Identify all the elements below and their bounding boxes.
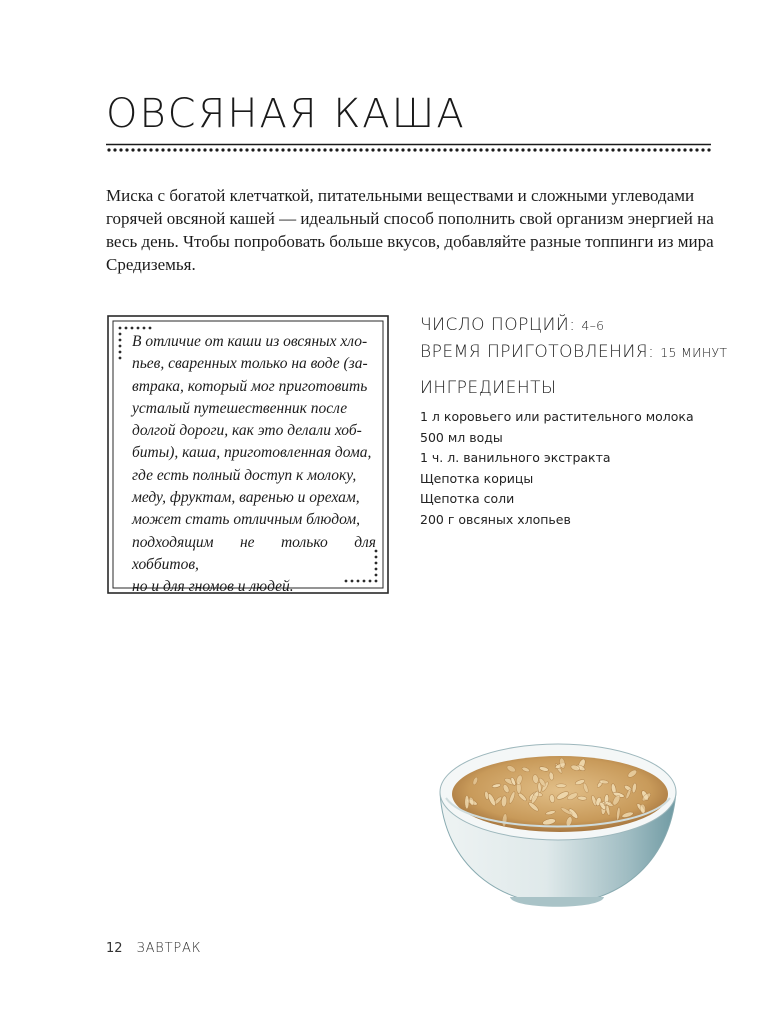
ingredients-list: [420, 407, 694, 531]
servings-line: [420, 312, 740, 339]
ingredient-item: Щепотка соли: [420, 491, 515, 507]
page-number: 12: [106, 941, 123, 956]
sidebar-note-box: [106, 314, 390, 595]
servings-label: ЧИСЛО ПОРЦИЙ:: [420, 315, 576, 335]
sidebar-line: где есть полный доступ к молоку,: [132, 466, 357, 484]
sidebar-line: меду, фруктам, варенью и орехам,: [132, 489, 360, 507]
servings-value: 4–6: [581, 318, 605, 333]
time-line: [420, 339, 740, 366]
sidebar-line: В отличие от каши из овсяных хло-: [132, 333, 368, 350]
section-name: ЗАВТРАК: [136, 941, 202, 956]
ingredient-item: Щепотка корицы: [420, 470, 534, 486]
intro-paragraph: Миска с богатой клетчаткой, питательными веществами и сложными углеводами горячей овсяной кашей — идеальный способ пополнить свой организм энергией на весь день. Чтобы попробовать больше вкусов, добавляйте разные топпинги из мира Средиземья.: [106, 186, 714, 274]
recipe-meta: [420, 312, 740, 366]
sidebar-line: пьев, сваренных только на воде (за-: [132, 355, 368, 373]
sidebar-line: долгой дороги, как это делали хоб-: [132, 422, 362, 440]
sidebar-line: может стать отличным блюдом,: [132, 511, 361, 529]
ingredient-item: 200 г овсяных хлопьев: [420, 511, 571, 527]
sidebar-line: но и для гномов и людей.: [132, 578, 294, 596]
ingredient-item: 1 л коровьего или растительного молока: [420, 409, 694, 424]
time-label: ВРЕМЯ ПРИГОТОВЛЕНИЯ:: [420, 342, 655, 362]
sidebar-text: [132, 331, 376, 599]
ingredients-title: ИНГРЕДИЕНТЫ: [420, 378, 557, 398]
dotted-title-divider: [106, 143, 711, 153]
sidebar-line: усталый путешественник после: [132, 399, 348, 417]
sidebar-line: подходящим не только для хоббитов,: [132, 533, 376, 573]
ingredient-item: 500 мл воды: [420, 429, 503, 445]
page-footer: [106, 941, 201, 956]
time-value: 15 МИНУТ: [660, 345, 728, 360]
oatmeal-bowl-illustration: [432, 732, 682, 922]
sidebar-line: втрака, который мог приготовить: [132, 377, 368, 395]
ingredient-item: 1 ч. л. ванильного экстракта: [420, 450, 611, 466]
page-title: ОВСЯНАЯ КАША: [106, 91, 466, 137]
sidebar-line: биты), каша, приготовленная дома,: [132, 444, 372, 462]
